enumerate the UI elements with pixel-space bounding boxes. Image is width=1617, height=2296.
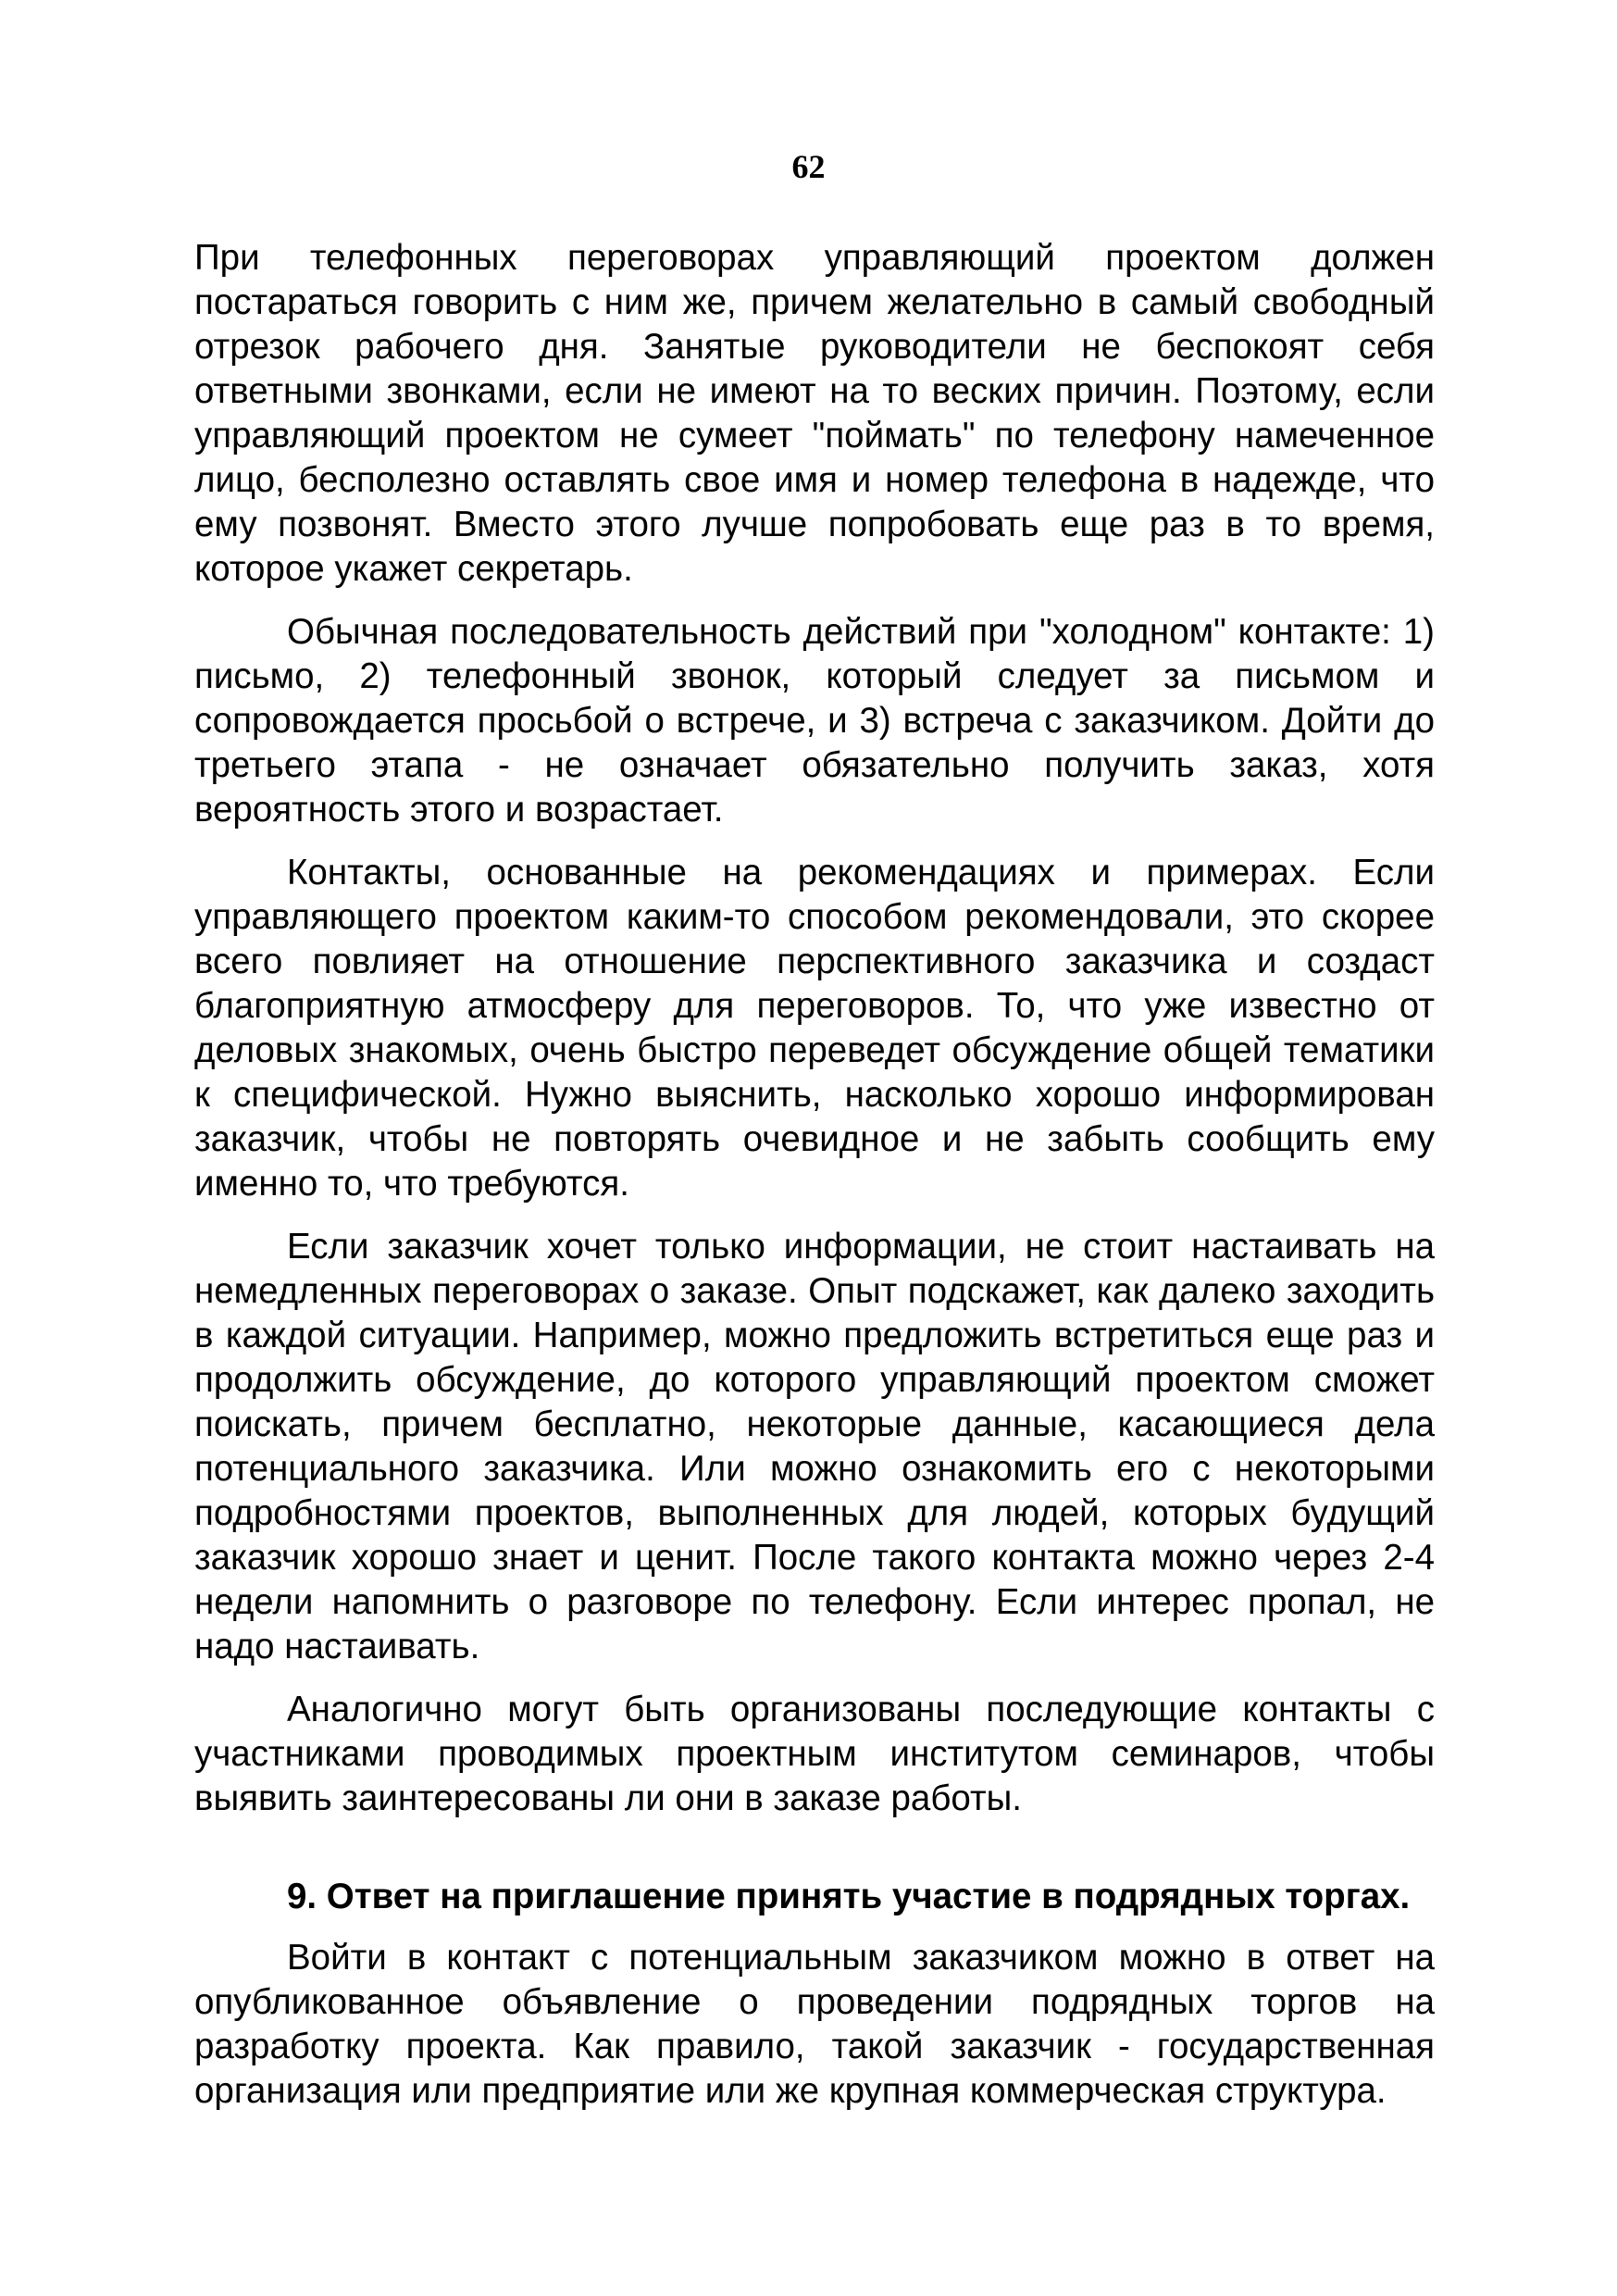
- paragraph-tender-response: Войти в контакт с потенциальным заказчиком можно в ответ на опубликованное объявление о проведении подрядных торгов на разработку проекта. Как правило, такой заказчик - государственная организация или предприятие или же крупная коммерческая структура.: [194, 1938, 1435, 2111]
- paragraph-phone-negotiations: При телефонных переговорах управляющий проектом должен постараться говорить с ним же, причем желательно в самый свободный отрезок рабочего дня. Занятые руководители не беспокоят себя ответными звонками, если не имеют на то веских причин. Поэтому, если управляющий проектом не сумеет "поймать" по телефону намеченное лицо, бесполезно оставлять свое имя и номер телефона в надежде, что ему позвонят. Вместо этого лучше попробовать еще раз в то время, которое укажет секретарь.: [194, 238, 1435, 589]
- paragraph-information-only: Если заказчик хочет только информации, не стоит настаивать на немедленных переговорах о заказе. Опыт подскажет, как далеко заходить в каждой ситуации. Например, можно предложить встретиться еще раз и продолжить обсуждение, до которого управляющий проектом сможет поискать, причем бесплатно, некоторые данные, касающиеся дела потенциального заказчика. Или можно ознакомить его с некоторыми подробностями проектов, выполненных для людей, которых будущий заказчик хорошо знает и ценит. После такого контакта можно через 2-4 недели напомнить о разговоре по телефону. Если интерес пропал, не надо настаивать.: [194, 1227, 1435, 1666]
- paragraph-recommendations: Контакты, основанные на рекомендациях и примерах. Если управляющего проектом каким-то способом рекомендовали, это скорее всего повлияет на отношение перспективного заказчика и создаст благоприятную атмосферу для переговоров. То, что уже известно от деловых знакомых, очень быстро переведет обсуждение общей тематики к специфической. Нужно выяснить, насколько хорошо информирован заказчик, чтобы не повторять очевидное и не забыть сообщить ему именно то, что требуются.: [194, 853, 1435, 1204]
- paragraph-cold-contact: Обычная последовательность действий при "холодном" контакте: 1) письмо, 2) телефонный звонок, который следует за письмом и сопровождается просьбой о встрече, и 3) встреча с заказчиком. Дойти до третьего этапа - не означает обязательно получить заказ, хотя вероятность этого и возрастает.: [194, 612, 1435, 830]
- body-text: [194, 236, 1435, 2132]
- paragraph-seminar-contacts: Аналогично могут быть организованы последующие контакты с участниками проводимых проектным институтом семинаров, чтобы выявить заинтересованы ли они в заказе работы.: [194, 1690, 1435, 1818]
- section-heading: 9. Ответ на приглашение принять участие в подрядных торгах.: [287, 1877, 1411, 1916]
- page-number: 62: [791, 148, 826, 185]
